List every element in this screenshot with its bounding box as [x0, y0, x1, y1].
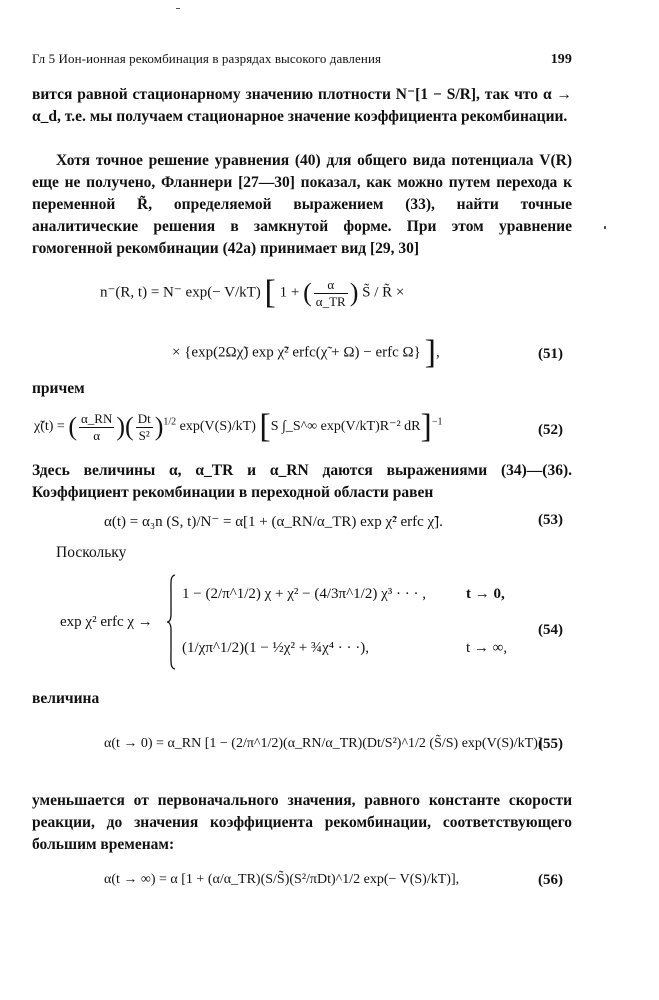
eq52-outer-power: −1 — [431, 416, 443, 428]
eq52-lhs: χ̃(t) = — [34, 419, 65, 435]
word-poskolku: Поскольку — [56, 544, 127, 561]
equation-number-51: (51) — [538, 346, 563, 362]
equation-54-lhs: exp χ² erfc χ → — [60, 614, 153, 630]
equation-54-case-2-condition: t → ∞, — [466, 640, 508, 656]
eq52-frac1-num: α_RN — [81, 410, 113, 426]
equation-56: α(t → ∞) = α [1 + (α/α_TR)(S/S̃)(S²/πDt)^1/2 exp(− V(S)/kT)], — [104, 872, 460, 887]
equation-number-56: (56) — [538, 872, 563, 888]
word-prichem: причем — [32, 380, 85, 397]
equation-51-line-2: × {exp(2Ωχ̃) exp χ̃² erfc(χ̃ + Ω) − erfc Ω} ], — [172, 334, 440, 371]
equation-number-54: (54) — [538, 622, 563, 638]
scan-mark — [604, 226, 606, 229]
word-velichina: величина — [32, 690, 100, 707]
scan-mark — [176, 8, 180, 9]
equation-55: α(t → 0) = α_RN [1 − (2/π^1/2)(α_RN/α_TR)(Dt/S²)^1/2 (S̃/S) exp(V(S)/kT)] — [104, 736, 543, 751]
eq52-bracket: S ∫_S^∞ exp(V/kT)R⁻² dR — [270, 419, 421, 435]
equation-54-case-1-condition: t → 0, — [466, 586, 505, 602]
equation-number-53: (53) — [538, 512, 563, 528]
eq51-frac-den: α_TR — [315, 293, 346, 309]
eq51-tail: S̃ / R̃ × — [362, 284, 405, 301]
eq52-power: 1/2 — [163, 416, 177, 428]
equation-53: α(t) = α₃n (S, t)/N⁻ = α[1 + (α_RN/α_TR) exp χ̃² erfc χ̃]. — [104, 514, 443, 530]
paragraph-1: вится равной стационарному значению плотности N⁻[1 − S/R], так что α → α_d, т.е. мы получаем стационарное значение коэффициента рекомбинации. — [32, 86, 572, 125]
running-title: Гл 5 Ион-ионная рекомбинация в разрядах высокого давления — [32, 51, 382, 66]
equation-54-case-2: (1/χπ^1/2)(1 − ½χ² + ¾χ⁴ · · ·), — [182, 640, 370, 656]
equation-number-55: (55) — [538, 736, 563, 752]
equation-54-case-1: 1 − (2/π^1/2) χ + χ² − (4/3π^1/2) χ³ · · · , — [182, 586, 426, 602]
eq52-frac1-den: α — [93, 427, 101, 443]
equation-51-line-1: n⁻(R, t) = N⁻ exp(− V/kT) [ 1 + ( $\frac{\alpha}{\alpha\_TR}$ ) S̃ / R̃ × — [100, 274, 405, 311]
paragraph-4: уменьшается от первоначального значения, равного константе скорости реакции, до значения коэффициента рекомбинации, соответствующего большим временам: — [32, 792, 572, 853]
paragraph-3: Здесь величины α, α_TR и α_RN даются выражениями (34)—(36). Коэффициент рекомбинации в переходной области равен — [32, 462, 572, 501]
eq52-middle: exp(V(S)/kT) — [179, 419, 256, 435]
page-number: 199 — [550, 52, 572, 67]
curly-brace — [166, 574, 176, 670]
equation-52: χ̃(t) = ( $\frac{\alpha\_RN}{\alpha}$ )( $\frac{Dt}{\text{S²}}$ )$^{1/2}$ exp(V(S)/kT) [S ∫_S^∞ exp(V/kT)R⁻² dR]$^{-1}$ — [34, 408, 443, 445]
equation-number-52: (52) — [538, 422, 563, 438]
running-header — [32, 51, 572, 68]
eq52-frac2-num: Dt — [137, 410, 151, 426]
eq51-frac-num: α — [314, 277, 348, 294]
eq51-lhs: n⁻(R, t) = N⁻ exp(− V/kT) — [100, 284, 261, 301]
eq52-frac2-den: S² — [138, 427, 150, 443]
eq51-line2-text: × {exp(2Ωχ̃) exp χ̃² erfc(χ̃ + Ω) − erfc Ω} — [172, 344, 421, 361]
paragraph-2: Хотя точное решение уравнения (40) для общего вида потенциала V(R) еще не получено, Фланнери [27—30] показал, как можно путем перехода к переменной R̃, определяемой выражением (33), найти точные аналитические решения в замкнутой форме. При этом уравнение гомогенной рекомбинации (42а) принимает вид [29, 30] — [32, 152, 572, 257]
